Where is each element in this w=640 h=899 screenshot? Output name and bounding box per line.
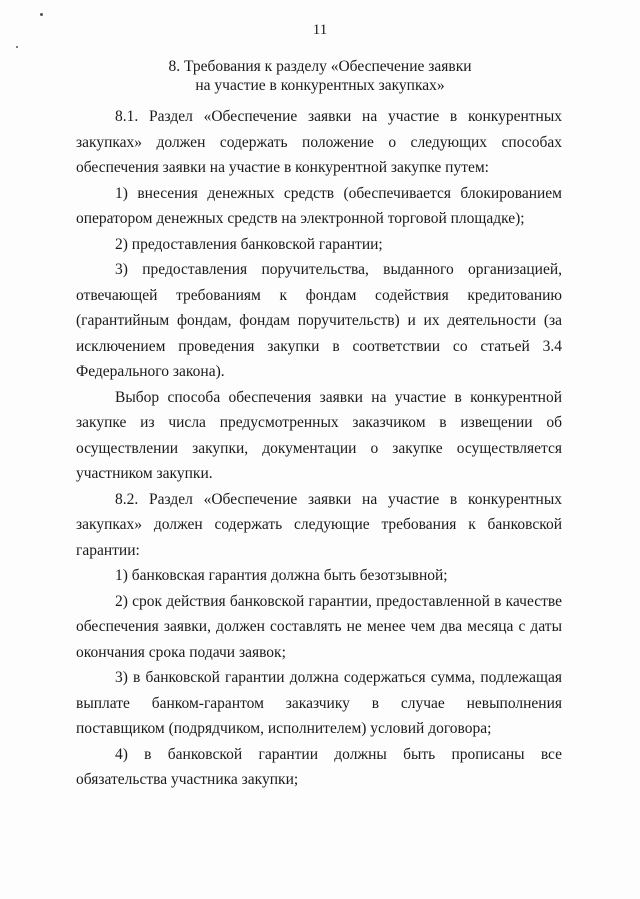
paragraph-8-1: 8.1. Раздел «Обеспечение заявки на участие в конкурентных закупках» должен содержать положение о следующих способах обеспечения заявки на участие в конкурентной закупке путем: — [76, 108, 562, 176]
section-heading-line: на участие в конкурентных закупках» — [195, 77, 445, 94]
document-body — [76, 104, 562, 793]
scan-speck — [40, 13, 43, 16]
list-item: 2) предоставления банковской гарантии; — [115, 235, 383, 253]
section-heading-line: 8. Требования к разделу «Обеспечение заявки — [168, 58, 472, 75]
list-item: 2) срок действия банковской гарантии, предоставленной в качестве обеспечения заявки, должен составлять не менее чем два месяца с даты окончания срока подачи заявок; — [76, 592, 562, 661]
list-item: 3) предоставления поручительства, выданного организацией, отвечающей требованиям к фондам содействия кредитованию (гарантийным фондам, фондам поручительств) и их деятельности (за исключением проведения закупки в соответствии со статьей 3.4 Федерального закона). — [76, 261, 562, 380]
paragraph-8-2: 8.2. Раздел «Обеспечение заявки на участие в конкурентных закупках» должен содержать следующие требования к банковской гарантии: — [76, 490, 562, 559]
paragraph: Выбор способа обеспечения заявки на участие в конкурентной закупке из числа предусмотренных заказчиком в извещении об осуществлении закупки, документации о закупке осуществляется участником закупки. — [76, 388, 562, 482]
page-number: 11 — [312, 22, 328, 38]
list-item: 1) внесения денежных средств (обеспечивается блокированием оператором денежных средств на электронной торговой площадке); — [76, 184, 562, 227]
scan-speck — [16, 46, 18, 48]
list-item: 3) в банковской гарантии должна содержаться сумма, подлежащая выплате банком-гарантом заказчику в случае невыполнения поставщиком (подрядчиком, исполнителем) условий договора; — [76, 669, 562, 737]
list-item: 4) в банковской гарантии должны быть прописаны все обязательства участника закупки; — [76, 745, 562, 788]
section-heading — [70, 57, 570, 95]
list-item: 1) банковская гарантия должна быть безотзывной; — [115, 567, 448, 584]
